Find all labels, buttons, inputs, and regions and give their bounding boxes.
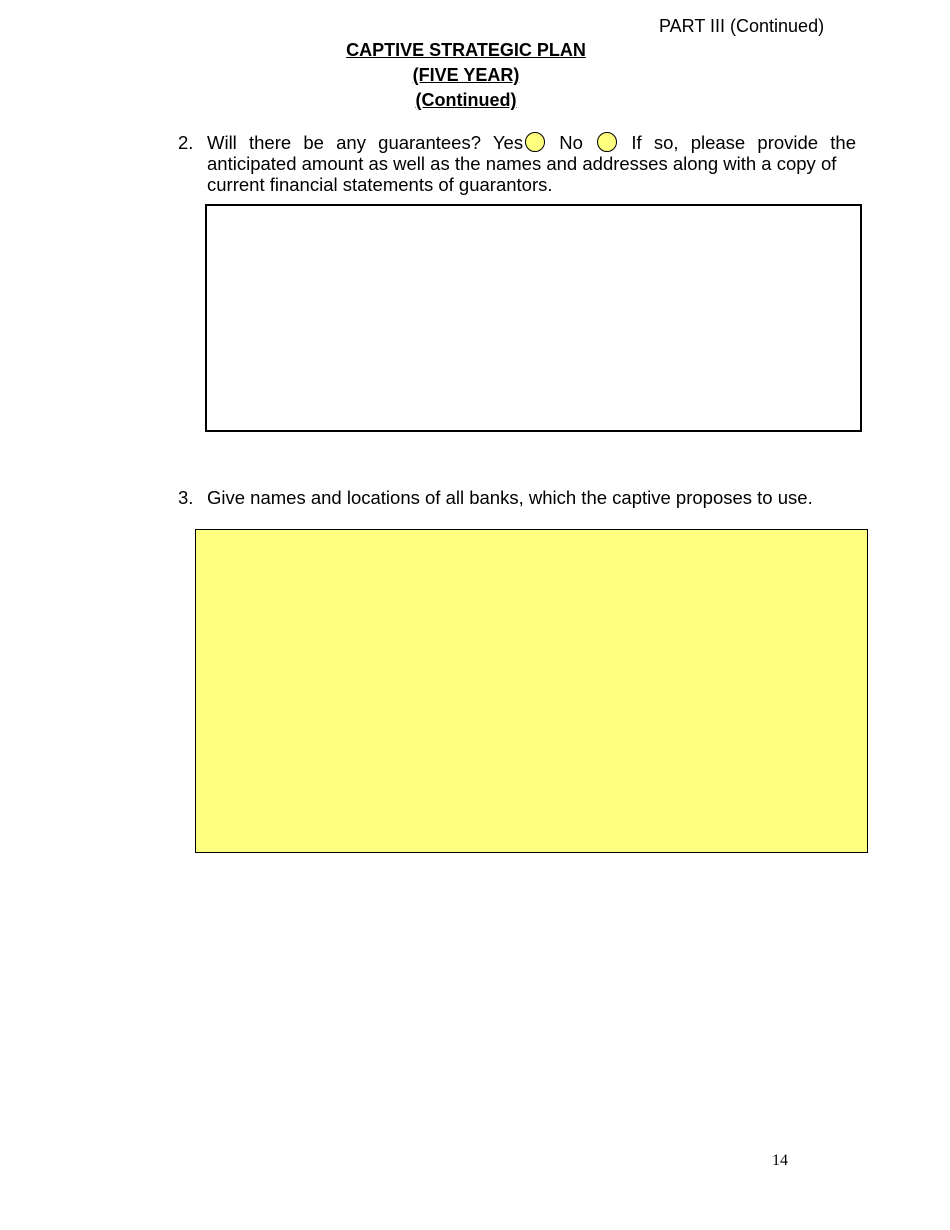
- question-2-prefix: Will there be any guarantees?: [207, 132, 482, 153]
- no-label: No: [559, 132, 583, 153]
- question-2-line-1-rest: If so, please provide the: [631, 132, 856, 153]
- page-number: 14: [772, 1152, 788, 1169]
- banks-answer-field[interactable]: [195, 529, 868, 853]
- part-label: PART III (Continued): [659, 16, 825, 36]
- yes-radio[interactable]: [525, 132, 545, 152]
- page-subtitle-continued: (Continued): [415, 90, 517, 110]
- question-2-number: 2.: [178, 132, 194, 153]
- question-3-number: 3.: [178, 487, 194, 508]
- page-subtitle: (FIVE YEAR): [412, 65, 520, 85]
- page-title: CAPTIVE STRATEGIC PLAN: [346, 40, 586, 60]
- no-radio[interactable]: [597, 132, 617, 152]
- question-2-line-1: [207, 132, 856, 154]
- question-2-line-3: current financial statements of guarantors.: [207, 174, 553, 195]
- guarantees-answer-field[interactable]: [205, 204, 862, 432]
- question-3-text: Give names and locations of all banks, which the captive proposes to use.: [207, 487, 813, 508]
- question-2-line-2: anticipated amount as well as the names and addresses along with a copy of: [207, 153, 837, 174]
- yes-label: Yes: [492, 132, 524, 153]
